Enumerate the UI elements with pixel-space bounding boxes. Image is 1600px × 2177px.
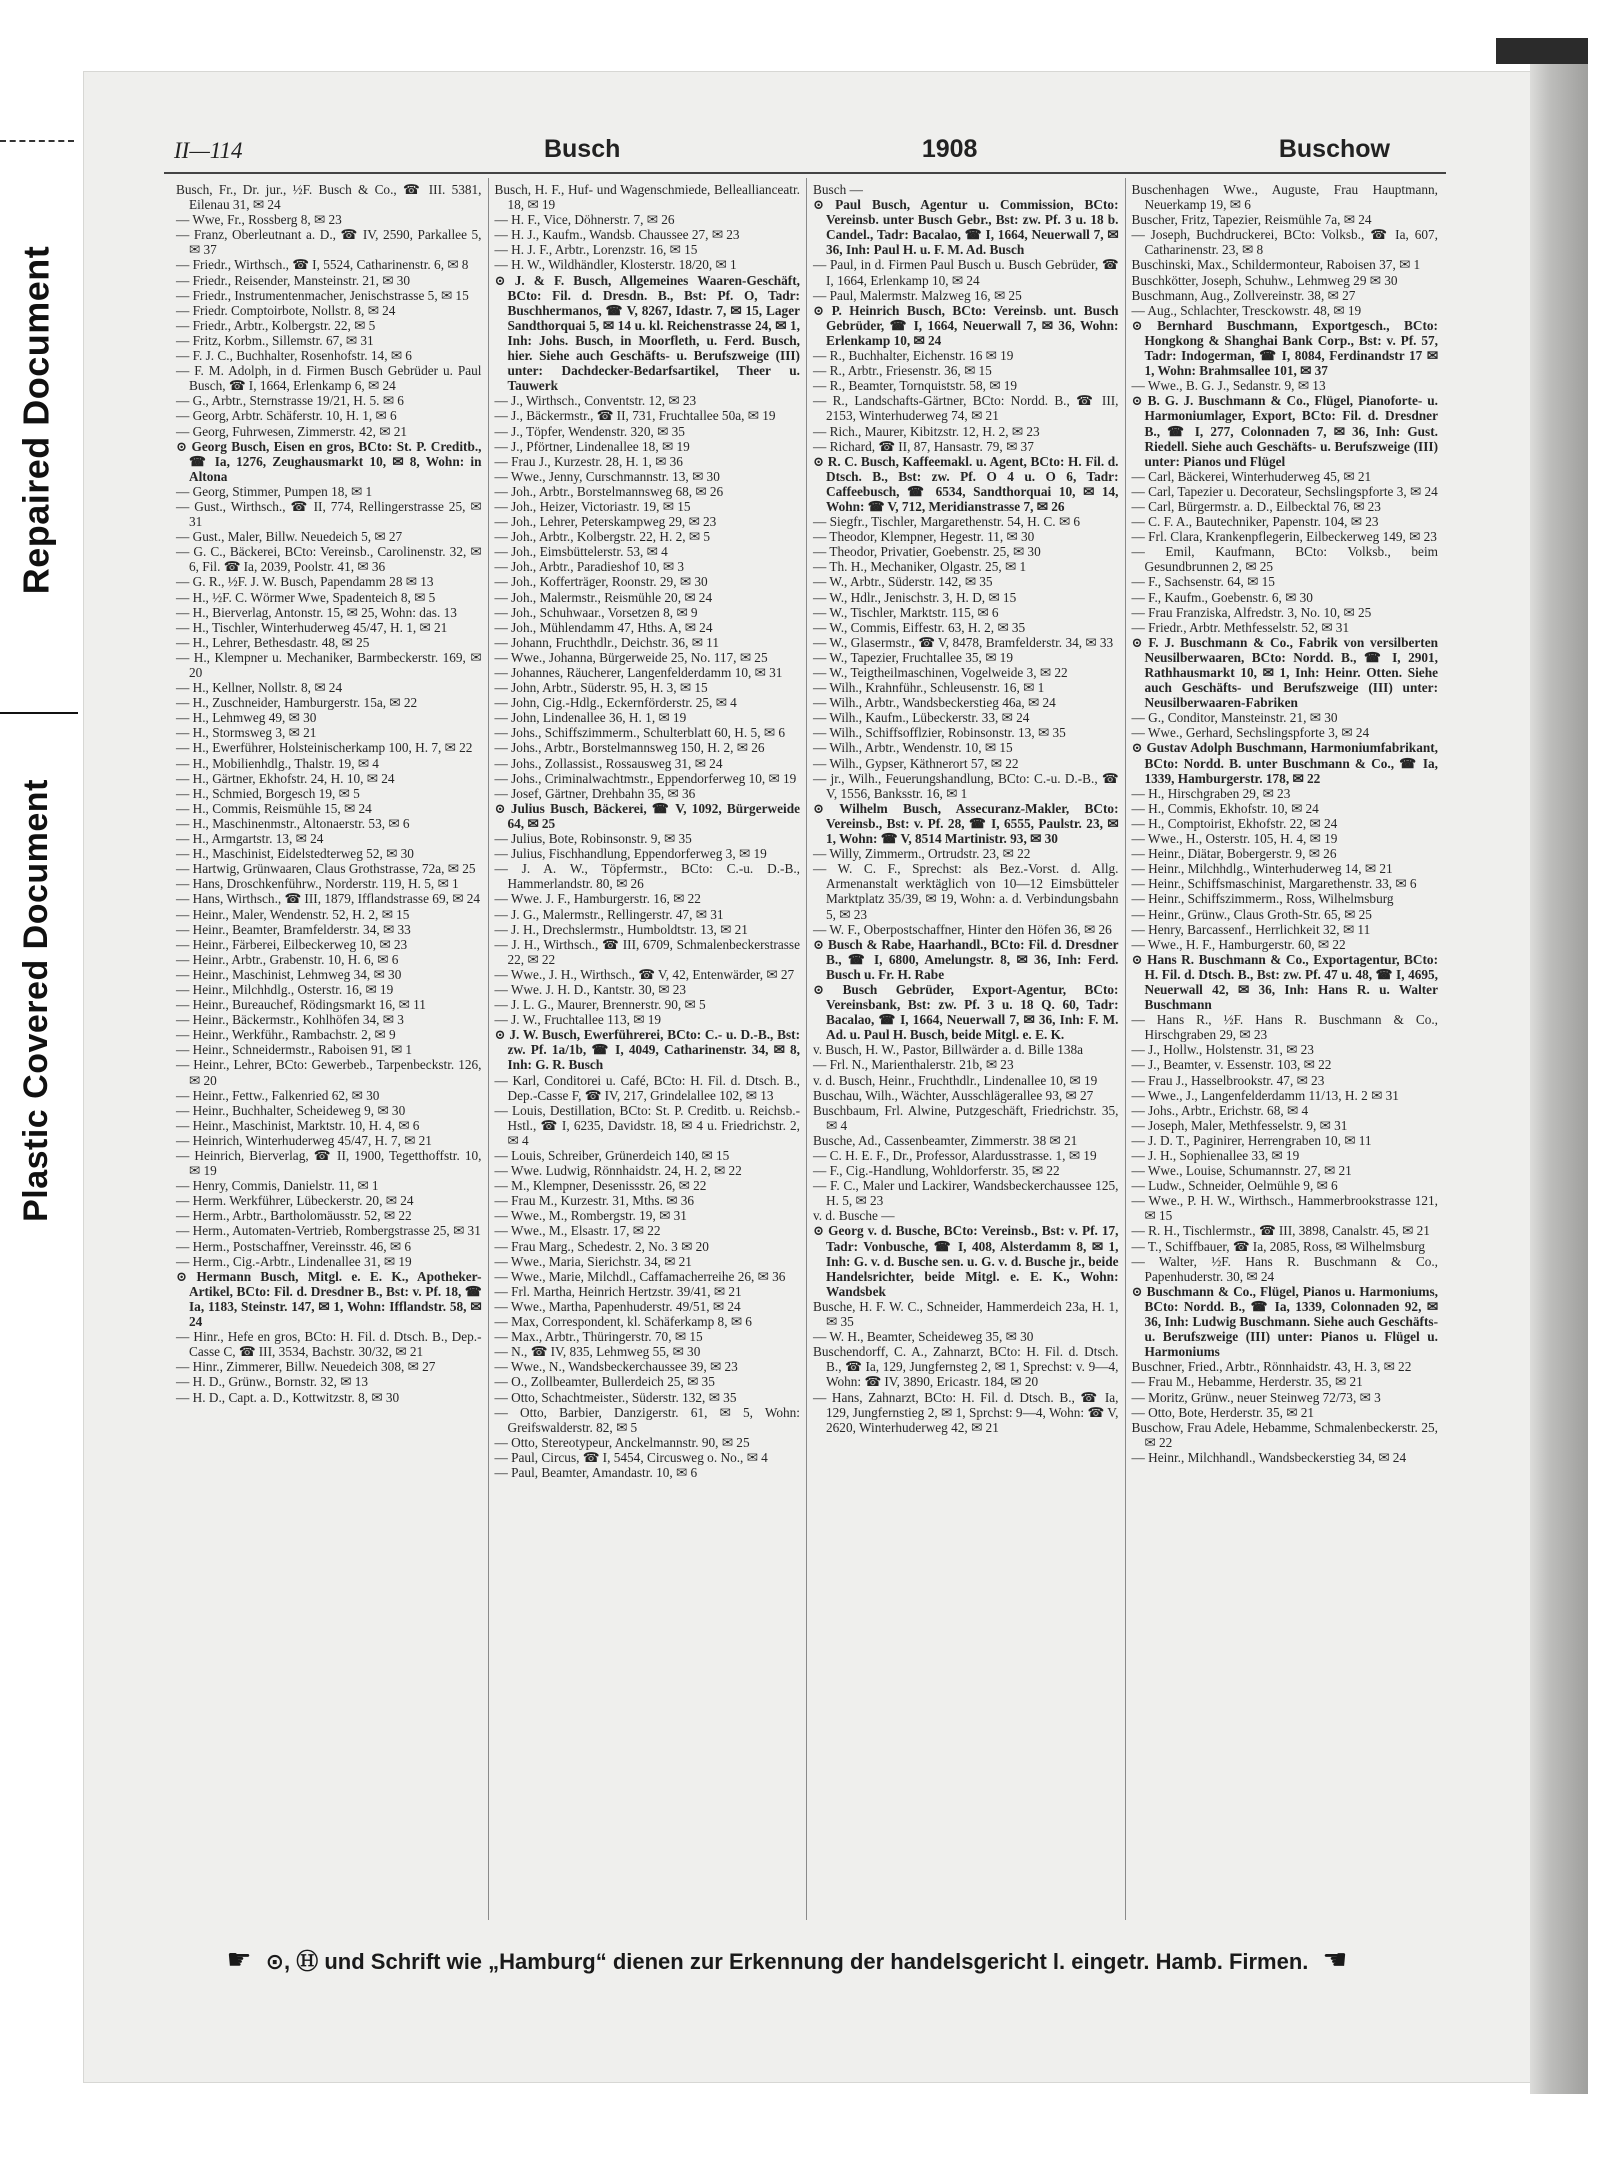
directory-entry: ⊙ J. & F. Busch, Allgemeines Waaren-Geschäft, BCto: Fil. d. Dresdn. B., Bst: Pf. O, Tadr: Buschhermanos, ☎ V, 8267, Idastr. 7, ✉ 15, Lager Sandthorquai 5, ✉ 14 u. kl. Reichenstrasse 24, ✉ 1, Inh: Johs. Busch, in Moorfleth, u. Ferd. Busch, hier. Siehe auch Geschäfts- u. Berufszweige (III) unter: Dachdecker-Bedarfsartikel, Theer u. Tauwerk xyxy=(494,272,800,394)
directory-entry: — Wwe., B. G. J., Sedanstr. 9, ✉ 13 xyxy=(1131,378,1326,394)
column-3 xyxy=(807,178,1126,1920)
directory-entry: — Th. H., Mechaniker, Olgastr. 25, ✉ 1 xyxy=(813,559,1027,575)
directory-entry: — Wwe., M., Rombergstr. 19, ✉ 31 xyxy=(494,1208,687,1224)
directory-entry: — H. D., Grünw., Bornstr. 32, ✉ 13 xyxy=(176,1374,368,1390)
directory-entry: — Johs., Zollassist., Rossausweg 31, ✉ 24 xyxy=(494,755,723,771)
directory-entry: — H. J. F., Arbtr., Lorenzstr. 16, ✉ 15 xyxy=(494,242,698,258)
directory-entry: ⊙ B. G. J. Buschmann & Co., Flügel, Pianoforte- u. Harmoniumlager, Export, BCto: Fil. d. Dresdner B., ☎ I, 277, Colonnaden 7, ✉ 36, Inh: Gust. Riedell. Siehe auch Geschäfts- u. Berufszweige (III) unter: Pianos und Flügel xyxy=(1131,393,1438,469)
directory-entry: — Wilh., Arbtr., Wendenstr. 10, ✉ 15 xyxy=(813,740,1013,756)
directory-entry: — G., Arbtr., Sternstrasse 19/21, H. 5. ✉ 6 xyxy=(176,393,404,409)
directory-entry: — Herm., Arbtr., Bartholomäusstr. 52, ✉ 22 xyxy=(176,1208,412,1224)
directory-entry: — H. J., Kaufm., Wandsb. Chaussee 27, ✉ 23 xyxy=(494,227,740,243)
directory-entry: — Heinr., Lehrer, BCto: Gewerbeb., Tarpenbeckstr. 126, ✉ 20 xyxy=(176,1057,482,1088)
directory-entry: — H., Lehrer, Bethesdastr. 48, ✉ 25 xyxy=(176,634,370,650)
directory-entry: — H., Schmied, Borgesch 19, ✉ 5 xyxy=(176,785,360,801)
page-header xyxy=(174,120,1390,164)
directory-entry: Busche, Ad., Cassenbeamter, Zimmerstr. 38 ✉ 21 xyxy=(813,1132,1078,1148)
directory-entry: ⊙ Gustav Adolph Buschmann, Harmoniumfabrikant, BCto: Nordd. B. unter Buschmann & Co., ☎ Ia, 1339, Hamburgerstr. 178, ✉ 22 xyxy=(1131,740,1438,786)
directory-entry: — Frau J., Hasselbrookstr. 47, ✉ 23 xyxy=(1131,1072,1325,1088)
directory-entry: — H., Comptoirist, Ekhofstr. 22, ✉ 24 xyxy=(1131,815,1338,831)
plastic-covered-label: Plastic Covered Document xyxy=(16,778,55,1222)
repaired-document-tab xyxy=(0,140,72,700)
directory-entry: — Wwe., H., Osterstr. 105, H. 4, ✉ 19 xyxy=(1131,831,1338,847)
directory-entry: — Paul, Circus, ☎ I, 5454, Circusweg o. No., ✉ 4 xyxy=(494,1449,768,1465)
directory-entry: — Frau M., Hebamme, Herderstr. 35, ✉ 21 xyxy=(1131,1374,1363,1390)
directory-entry: — W., Tischler, Marktstr. 115, ✉ 6 xyxy=(813,604,999,620)
column-1 xyxy=(170,178,489,1920)
directory-entry: — Herm. Werkführer, Lübeckerstr. 20, ✉ 24 xyxy=(176,1193,414,1209)
directory-entry: — Paul, Malermstr. Malzweg 16, ✉ 25 xyxy=(813,287,1022,303)
directory-entry: ⊙ Georg v. d. Busche, BCto: Vereinsb., Bst: v. Pf. 17, Tadr: Vonbusche, ☎ I, 408, Alsterdamm 8, ✉ 1, Inh: G. v. d. Busche sen. u. G. v. d. Busche jr., beide Handelsrichter, beide Mitgl. e. E. K., Wohn: Wandsbek xyxy=(813,1223,1119,1299)
tab-divider xyxy=(0,712,78,714)
directory-entry: — W. H., Beamter, Scheideweg 35, ✉ 30 xyxy=(813,1329,1034,1345)
directory-entry: — Julius, Bote, Robinsonstr. 9, ✉ 35 xyxy=(494,831,692,847)
directory-entry: — Joh., Malermstr., Reismühle 20, ✉ 24 xyxy=(494,589,713,605)
directory-entry: — Friedr., Reisender, Mansteinstr. 21, ✉ 30 xyxy=(176,272,411,288)
directory-entry: — Herm., Cig.-Arbtr., Lindenallee 31, ✉ 19 xyxy=(176,1253,412,1269)
directory-entry: — W. C. F., Sprechst: als Bez.-Vorst. d. Allg. Armenanstalt werktäglich von 10—12 Eimsbütteler Marktplatz 35/39, ✉ 19, Wohn: a. d. Verbindungsbahn 5, ✉ 23 xyxy=(813,861,1119,922)
directory-entry: — Johs., Schiffszimmerm., Schulterblatt 60, H. 5, ✉ 6 xyxy=(494,725,785,741)
header-year: 1908 xyxy=(921,135,978,163)
directory-entry: — Hinr., Hefe en gros, BCto: H. Fil. d. Dtsch. B., Dep.-Casse C, ☎ III, 3534, Bachstr. 30/32, ✉ 21 xyxy=(176,1329,482,1360)
directory-entry: ⊙ Paul Busch, Agentur u. Commission, BCto: Vereinsb. unter Busch Gebr., Bst: zw. Pf. 3 u. 18 b. Candel., Tadr: Bacalao, ☎ I, 1664, Neuerwall 7, ✉ 36, Inh: Paul H. u. F. M. Ad. Busch xyxy=(813,197,1119,258)
directory-entry: ⊙ R. C. Busch, Kaffeemakl. u. Agent, BCto: H. Fil. d. Dtsch. B., Bst: zw. Pf. O 4 u. O 6, Tadr: Caffeebusch, ☎ 6534, Sandthorquai 10, ✉ 14, Wohn: ☎ V, 712, Meridianstrasse 7, ✉ 26 xyxy=(813,453,1119,514)
scanned-page xyxy=(84,72,1530,2082)
directory-entry: — J., Töpfer, Wendenstr. 320, ✉ 35 xyxy=(494,423,685,439)
directory-entry: — Heinr., Grünw., Claus Groth-Str. 65, ✉ 25 xyxy=(1131,906,1372,922)
directory-entry: — Wwe., Maria, Sierichstr. 34, ✉ 21 xyxy=(494,1253,692,1269)
directory-entry: — Wwe., J. H., Wirthsch., ☎ V, 42, Entenwärder, ✉ 27 xyxy=(494,966,795,982)
directory-entry: — Julius, Fischhandlung, Eppendorferweg 3, ✉ 19 xyxy=(494,846,767,862)
directory-entry: — Joh., Eimsbüttelerstr. 53, ✉ 4 xyxy=(494,544,668,560)
directory-entry: — Wwe., N., Wandsbeckerchaussee 39, ✉ 23 xyxy=(494,1359,738,1375)
directory-entry: — R., Buchhalter, Eichenstr. 16 ✉ 19 xyxy=(813,348,1014,364)
directory-entry: — H. W., Wildhändler, Klosterstr. 18/20, ✉ 1 xyxy=(494,257,737,273)
directory-entry: — J. H., Wirthsch., ☎ III, 6709, Schmalenbeckerstrasse 22, ✉ 22 xyxy=(494,936,800,967)
directory-entry: — M., Klempner, Desenissstr. 26, ✉ 22 xyxy=(494,1178,707,1194)
directory-entry: — Frl. Martha, Heinrich Hertzstr. 39/41, ✉ 21 xyxy=(494,1283,742,1299)
directory-entry: — Heinr., Schiffsmaschinist, Margarethenstr. 33, ✉ 6 xyxy=(1131,876,1417,892)
column-2 xyxy=(489,178,808,1920)
directory-entry: — G. C., Bäckerei, BCto: Vereinsb., Carolinenstr. 32, ✉ 6, Fil. ☎ Ia, 2039, Poolstr. 41, ✉ 36 xyxy=(176,544,482,575)
directory-entry: — H., ½F. C. Wörmer Wwe, Spadenteich 8, ✉ 5 xyxy=(176,589,436,605)
directory-entry: — Heinrich, Winterhuderweg 45/47, H. 7, ✉ 21 xyxy=(176,1132,432,1148)
directory-entry: — J. W., Fruchtallee 113, ✉ 19 xyxy=(494,1012,662,1028)
directory-entry: — Georg, Stimmer, Pumpen 18, ✉ 1 xyxy=(176,483,373,499)
directory-entry: — Henry, Barcassenf., Herrlichkeit 32, ✉ 11 xyxy=(1131,921,1371,937)
directory-entry: — H. D., Capt. a. D., Kottwitzstr. 8, ✉ 30 xyxy=(176,1389,400,1405)
directory-entry: — Heinr., Maler, Wendenstr. 52, H. 2, ✉ 15 xyxy=(176,906,410,922)
directory-entry: — H., Tischler, Winterhuderweg 45/47, H. 1, ✉ 21 xyxy=(176,619,448,635)
header-right-word: Buschow xyxy=(1278,135,1390,163)
directory-entry: — Friedr., Arbtr., Kolbergstr. 22, ✉ 5 xyxy=(176,317,376,333)
directory-entry: — F., Sachsenstr. 64, ✉ 15 xyxy=(1131,574,1275,590)
directory-entry: — Wilh., Kaufm., Lübeckerstr. 33, ✉ 24 xyxy=(813,710,1030,726)
directory-entry: — Karl, Conditorei u. Café, BCto: H. Fil. d. Dtsch. B., Dep.-Casse F, ☎ IV, 217, Grindelallee 102, ✉ 13 xyxy=(494,1072,800,1103)
directory-entry: — R., Landschafts-Gärtner, BCto: Nordd. B., ☎ III, 2153, Winterhuderweg 74, ✉ 21 xyxy=(813,393,1119,424)
directory-entry: — Herm., Postschaffner, Vereinsstr. 46, ✉ 6 xyxy=(176,1238,412,1254)
directory-entry: — Heinr., Milchhdlg., Winterhuderweg 14, ✉ 21 xyxy=(1131,861,1393,877)
header-left-word: Busch xyxy=(543,135,621,163)
directory-entry: ⊙ Busch Gebrüder, Export-Agentur, BCto: Vereinsbank, Bst: zw. Pf. 3 u. 18 Q. 60, Tadr: Bacalao, ☎ I, 1664, Neuerwall 7, ✉ 36, Inh: F. M. Ad. u. Paul H. Busch, beide Mitgl. e. E. K. xyxy=(813,981,1119,1043)
directory-entry: — Hans, Zahnarzt, BCto: H. Fil. d. Dtsch. B., ☎ Ia, 129, Jungfernstieg 2, ✉ 1, Sprchst: 9—4, Wohn: ☎ V, 2620, Winterhuderweg 42, ✉ 21 xyxy=(813,1389,1119,1435)
directory-entry: — Rich., Maurer, Kibitzstr. 12, H. 2, ✉ 23 xyxy=(813,423,1040,439)
directory-entry: Buschmann, Aug., Zollvereinstr. 38, ✉ 27 xyxy=(1131,287,1356,303)
directory-entry: — Max, Correspondent, kl. Schäferkamp 8, ✉ 6 xyxy=(494,1314,752,1330)
directory-entry: — Heinr., Färberei, Eilbeckerweg 10, ✉ 23 xyxy=(176,936,408,952)
directory-entry: — Otto, Barbier, Danzigerstr. 61, ✉ 5, Wohn: Greifswalderstr. 82, ✉ 5 xyxy=(494,1404,800,1435)
directory-entry: — Heinrich, Bierverlag, ☎ II, 1900, Tegetthoffstr. 10, ✉ 19 xyxy=(176,1148,482,1179)
directory-entry: — Johannes, Räucherer, Langenfelderdamm 10, ✉ 31 xyxy=(494,665,783,680)
directory-entry: — Heinr., Werkführ., Rambachstr. 2, ✉ 9 xyxy=(176,1027,396,1043)
directory-entry: — Paul, in d. Firmen Paul Busch u. Busch Gebrüder, ☎ I, 1664, Erlenkamp 10, ✉ 24 xyxy=(813,257,1119,288)
directory-entry: — Friedr., Arbtr. Methfesselstr. 52, ✉ 31 xyxy=(1131,619,1350,635)
directory-entry: — Theodor, Privatier, Goebenstr. 25, ✉ 30 xyxy=(813,544,1041,560)
directory-entry: — Louis, Destillation, BCto: St. P. Creditb. u. Reichsb.-Hstl., ☎ I, 6235, Davidstr. 18, ✉ 4 u. Friedrichstr. 2, ✉ 4 xyxy=(494,1102,800,1148)
directory-entry: — Heinr., Beamter, Bramfelderstr. 34, ✉ 33 xyxy=(176,921,411,937)
directory-entry: — Joh., Arbtr., Borstelmannsweg 68, ✉ 26 xyxy=(494,483,724,499)
directory-entry: — Aug., Schlachter, Tresckowstr. 48, ✉ 19 xyxy=(1131,302,1362,318)
directory-entry: — Hans R., ½F. Hans R. Buschmann & Co., Hirschgraben 29, ✉ 23 xyxy=(1131,1012,1438,1043)
directory-entry: — Joseph, Maler, Methfesselstr. 9, ✉ 31 xyxy=(1131,1117,1348,1133)
directory-entry: — H., Maschinist, Eidelstedterweg 52, ✉ 30 xyxy=(176,846,414,862)
directory-entry: — John, Lindenallee 36, H. 1, ✉ 19 xyxy=(494,710,687,726)
directory-entry: — O., Zollbeamter, Bullerdeich 25, ✉ 35 xyxy=(494,1374,715,1390)
directory-entry: — W., Commis, Eiffestr. 63, H. 2, ✉ 35 xyxy=(813,619,1026,635)
directory-entry: — jr., Wilh., Feuerungshandlung, BCto: C.-u. D.-B., ☎ V, 1556, Banksstr. 16, ✉ 1 xyxy=(813,770,1119,801)
repaired-document-label: Repaired Document xyxy=(15,245,57,595)
directory-entry: — H., Bierverlag, Antonstr. 15, ✉ 25, Wohn: das. 13 xyxy=(176,604,457,620)
directory-entry: — Paul, Beamter, Amandastr. 10, ✉ 6 xyxy=(494,1464,698,1480)
directory-entry: ⊙ P. Heinrich Busch, BCto: Vereinsb. unt. Busch Gebrüder, ☎ I, 1664, Neuerwall 7, ✉ 36, Wohn: Erlenkamp 10, ✉ 24 xyxy=(813,302,1119,348)
directory-entry: — W. F., Oberpostschaffner, Hinter den Höfen 36, ✉ 26 xyxy=(813,921,1112,937)
directory-entry: — Georg, Fuhrwesen, Zimmerstr. 42, ✉ 21 xyxy=(176,423,408,439)
directory-entry: — Wwe, Fr., Rossberg 8, ✉ 23 xyxy=(176,212,342,228)
directory-entry: — Wwe., H. F., Hamburgerstr. 60, ✉ 22 xyxy=(1131,936,1346,952)
directory-entry: — Gust., Maler, Billw. Neuedeich 5, ✉ 27 xyxy=(176,529,403,545)
directory-entry: — Friedr., Instrumentenmacher, Jenischstrasse 5, ✉ 15 xyxy=(176,287,469,303)
directory-entry: — John, Arbtr., Süderstr. 95, H. 3, ✉ 15 xyxy=(494,680,708,696)
directory-entry: — F., Cig.-Handlung, Wohldorferstr. 35, ✉ 22 xyxy=(813,1163,1060,1179)
directory-entry: — Joh., Arbtr., Paradieshof 10, ✉ 3 xyxy=(494,559,685,575)
directory-entry: — R., Beamter, Tornquiststr. 58, ✉ 19 xyxy=(813,378,1018,394)
directory-entry: — John, Cig.-Hdlg., Eckernförderstr. 25, ✉ 4 xyxy=(494,695,737,711)
directory-entry: — Wwe., Gerhard, Sechslingspforte 3, ✉ 24 xyxy=(1131,725,1370,741)
directory-entry: — Heinr., Arbtr., Grabenstr. 10, H. 6, ✉ 6 xyxy=(176,951,399,967)
directory-entry: — W., Tapezier, Fruchtallee 35, ✉ 19 xyxy=(813,649,1013,665)
directory-entry: — J. H., Drechslermstr., Humboldtstr. 13, ✉ 21 xyxy=(494,921,748,937)
directory-entry: Buschkötter, Joseph, Schuhw., Lehmweg 29 ✉ 30 xyxy=(1131,272,1398,288)
directory-entry: — G., Conditor, Mansteinstr. 21, ✉ 30 xyxy=(1131,710,1338,726)
directory-entry: — Johann, Fruchthdlr., Deichstr. 36, ✉ 11 xyxy=(494,634,719,650)
directory-entry: — H., Kellner, Nollstr. 8, ✉ 24 xyxy=(176,680,343,696)
directory-entry: — Frau Franziska, Alfredstr. 3, No. 10, ✉ 25 xyxy=(1131,604,1372,620)
footer-text: ⊙, Ⓗ und Schrift wie „Hamburg“ dienen zur Erkennung der handelsgericht l. eingetr. Hamb. Firmen. xyxy=(265,1948,1309,1974)
plastic-covered-tab xyxy=(0,720,72,1280)
directory-entry: — Hans, Droschkenführw., Norderstr. 119, H. 5, ✉ 1 xyxy=(176,876,459,892)
directory-entry: — Max., Arbtr., Thüringerstr. 70, ✉ 15 xyxy=(494,1329,703,1345)
directory-entry: — Wwe. Ludwig, Rönnhaidstr. 24, H. 2, ✉ 22 xyxy=(494,1163,742,1179)
directory-entry: ⊙ Hans R. Buschmann & Co., Exportagentur, BCto: H. Fil. d. Dtsch. B., Bst: zw. Pf. 47 u. 48, ☎ I, 4695, Neuerwall 42, ✉ 36, Inh: Hans R. u. Walter Buschmann xyxy=(1131,951,1438,1013)
directory-entry: ⊙ J. W. Busch, Ewerführerei, BCto: C.- u. D.-B., Bst: zw. Pf. 1a/1b, ☎ I, 4049, Catharinenstr. 34, ✉ 8, Inh: G. R. Busch xyxy=(494,1027,800,1073)
directory-entry: — Wwe. J. F., Hamburgerstr. 16, ✉ 22 xyxy=(494,891,701,907)
directory-entry: — H., Lehmweg 49, ✉ 30 xyxy=(176,710,317,726)
directory-entry: — J. A. W., Töpfermstr., BCto: C.-u. D.-B., Hammerlandstr. 80, ✉ 26 xyxy=(494,861,800,892)
directory-entry: — Wwe., J., Langenfelderdamm 11/13, H. 2 ✉ 31 xyxy=(1131,1087,1399,1103)
directory-entry: — H., Stormsweg 3, ✉ 21 xyxy=(176,725,317,741)
directory-entry: — Wilh., Schiffsofflzier, Robinsonstr. 13, ✉ 35 xyxy=(813,725,1066,741)
directory-entry: — Josef, Gärtner, Drehbahn 35, ✉ 36 xyxy=(494,785,696,801)
directory-entry: Buschinski, Max., Schildermonteur, Raboisen 37, ✉ 1 xyxy=(1131,257,1421,273)
directory-entry: — Herm., Automaten-Vertrieb, Rombergstrasse 25, ✉ 31 xyxy=(176,1223,481,1239)
column-4 xyxy=(1126,178,1445,1920)
directory-entry: Buschendorff, C. A., Zahnarzt, BCto: H. Fil. d. Dtsch. B., ☎ Ia, 129, Jungfernsteg 2, ✉ 1, Sprechst: v. 9—4, Wohn: ☎ IV, 3890, Ericastr. 184, ✉ 20 xyxy=(813,1344,1119,1390)
directory-entry: — H., Mobilienhdlg., Thalstr. 19, ✉ 4 xyxy=(176,755,379,771)
directory-entry: — Heinr., Maschinist, Lehmweg 34, ✉ 30 xyxy=(176,966,402,982)
directory-entry: ⊙ Julius Busch, Bäckerei, ☎ V, 1092, Bürgerweide 64, ✉ 25 xyxy=(494,800,800,831)
directory-entry: — Frau M., Kurzestr. 31, Mths. ✉ 36 xyxy=(494,1193,695,1209)
directory-entry: — Richard, ☎ II, 87, Hansastr. 79, ✉ 37 xyxy=(813,438,1034,454)
directory-entry: — Wwe., P. H. W., Wirthsch., Hammerbrookstrasse 121, ✉ 15 xyxy=(1131,1193,1438,1224)
directory-entry: ⊙ Georg Busch, Eisen en gros, BCto: St. P. Creditb., ☎ Ia, 1276, Zeughausmarkt 10, ✉ 8, Wohn: in Altona xyxy=(176,438,482,484)
directory-entry: — Frau Marg., Schedestr. 2, No. 3 ✉ 20 xyxy=(494,1238,709,1254)
directory-entry: — H., Hirschgraben 29, ✉ 23 xyxy=(1131,785,1291,801)
directory-entry: — Wwe., Jenny, Curschmannstr. 13, ✉ 30 xyxy=(494,468,720,484)
directory-entry: — Wwe., Marie, Milchdl., Caffamacherreihe 26, ✉ 36 xyxy=(494,1268,786,1284)
directory-entry: — J., Hollw., Holstenstr. 31, ✉ 23 xyxy=(1131,1042,1314,1058)
directory-entry: — Henry, Commis, Danielstr. 11, ✉ 1 xyxy=(176,1178,379,1194)
directory-entry: — F. J. C., Buchhalter, Rosenhofstr. 14, ✉ 6 xyxy=(176,348,412,364)
directory-entry: — Joh., Kofferträger, Roonstr. 29, ✉ 30 xyxy=(494,574,708,590)
directory-entry: — Joh., Arbtr., Kolbergstr. 22, H. 2, ✉ 5 xyxy=(494,529,711,545)
directory-entry: ⊙ Hermann Busch, Mitgl. e. E. K., Apotheker-Artikel, BCto: Fil. d. Dresdner B., Bst: v. Pf. 18, ☎ Ia, 1183, Steinstr. 147, ✉ 1, Wohn: Ifflandstr. 58, ✉ 24 xyxy=(176,1268,482,1330)
directory-entry: — Ludw., Schneider, Oelmühle 9, ✉ 6 xyxy=(1131,1178,1338,1194)
directory-entry: — Frau J., Kurzestr. 28, H. 1, ✉ 36 xyxy=(494,453,683,469)
pointing-hand-left-icon: ☛ xyxy=(226,1944,252,1975)
directory-entry: ⊙ Buschmann & Co., Flügel, Pianos u. Harmoniums, BCto: Nordd. B., ☎ Ia, 1339, Colonnaden 92, ✉ 36, Inh: Ludwig Buschmann. Siehe auch Geschäfts- u. Berufszweige (III) unter: Pianos u. Flügel u. Harmoniums xyxy=(1131,1283,1438,1360)
directory-entry: — J. D. T., Paginirer, Herrengraben 10, ✉ 11 xyxy=(1131,1132,1372,1148)
directory-entry: — Joh., Lehrer, Peterskampweg 29, ✉ 23 xyxy=(494,514,717,530)
directory-entry: — Wilh., Gypser, Käthnerort 57, ✉ 22 xyxy=(813,755,1019,771)
directory-entry: — Johs., Arbtr., Borstelmannsweg 150, H. 2, ✉ 26 xyxy=(494,740,765,756)
directory-entry: — Otto, Schachtmeister., Süderstr. 132, ✉ 35 xyxy=(494,1389,737,1405)
directory-entry: — F. M. Adolph, in d. Firmen Busch Gebrüder u. Paul Busch, ☎ I, 1664, Erlenkamp 6, ✉ 24 xyxy=(176,363,482,394)
directory-entry: — Willy, Zimmerm., Ortrudstr. 23, ✉ 22 xyxy=(813,846,1031,862)
directory-entry: Buscher, Fritz, Tapezier, Reismühle 7a, ✉ 24 xyxy=(1131,212,1372,228)
pointing-hand-right-icon: ☚ xyxy=(1322,1944,1348,1975)
directory-entry: — Franz, Oberleutnant a. D., ☎ IV, 2590, Parkallee 5, ✉ 37 xyxy=(176,227,482,258)
directory-entry: — Heinr., Bureauchef, Rödingsmarkt 16, ✉ 11 xyxy=(176,997,426,1013)
directory-entry: — H., Gärtner, Ekhofstr. 24, H. 10, ✉ 24 xyxy=(176,770,395,786)
directory-entry: — H., Ewerführer, Holsteinischerkamp 100, H. 7, ✉ 22 xyxy=(176,740,473,756)
directory-entry: v. d. Busche — xyxy=(813,1208,895,1224)
directory-entry: Buschner, Fried., Arbtr., Rönnhaidstr. 43, H. 3, ✉ 22 xyxy=(1131,1359,1412,1375)
directory-entry: — Hartwig, Grünwaaren, Claus Grothstrasse, 72a, ✉ 25 xyxy=(176,861,476,877)
directory-entry: — Heinr., Bäckermstr., Kohlhöfen 34, ✉ 3 xyxy=(176,1012,404,1028)
directory-entry: — T., Schiffbauer, ☎ Ia, 2085, Ross, ✉ Wilhelmsburg xyxy=(1131,1238,1426,1254)
directory-entry: — W., Hdlr., Jenischstr. 3, H. D, ✉ 15 xyxy=(813,589,1017,605)
directory-entry: — N., ☎ IV, 835, Lehmweg 55, ✉ 30 xyxy=(494,1344,701,1360)
directory-entry: — H., Klempner u. Mechaniker, Barmbeckerstr. 169, ✉ 20 xyxy=(176,649,482,680)
directory-entry: — Joseph, Buchdruckerei, BCto: Volksb., ☎ Ia, 607, Catharinenstr. 23, ✉ 8 xyxy=(1131,227,1438,258)
directory-entry: — Friedr., Wirthsch., ☎ I, 5524, Catharinenstr. 6, ✉ 8 xyxy=(176,257,469,273)
directory-entry: — W., Glasermstr., ☎ V, 8478, Bramfelderstr. 34, ✉ 33 xyxy=(813,634,1114,650)
directory-entry: — Johs., Criminalwachtmstr., Eppendorferweg 10, ✉ 19 xyxy=(494,770,797,786)
directory-entry: — C. H. E. F., Dr., Professor, Alardusstrasse. 1, ✉ 19 xyxy=(813,1148,1097,1163)
directory-entry: — J. H., Sophienallee 33, ✉ 19 xyxy=(1131,1148,1300,1163)
directory-columns xyxy=(170,178,1444,1920)
directory-entry: Busch, Fr., Dr. jur., ½F. Busch & Co., ☎ III. 5381, Eilenau 31, ✉ 24 xyxy=(176,182,482,213)
directory-entry: — Joh., Mühlendamm 47, Hths. A, ✉ 24 xyxy=(494,619,713,635)
directory-entry: — H., Zuschneider, Hamburgerstr. 15a, ✉ 22 xyxy=(176,695,418,711)
directory-entry: — Wwe., M., Elsastr. 17, ✉ 22 xyxy=(494,1223,661,1239)
directory-entry: Buschbaum, Frl. Alwine, Putzgeschäft, Friedrichstr. 35, ✉ 4 xyxy=(813,1102,1119,1133)
directory-entry: v. Busch, H. W., Pastor, Billwärder a. d. Bille 138a xyxy=(813,1042,1084,1058)
directory-entry: — J., Bäckermstr., ☎ II, 731, Fruchtallee 50a, ✉ 19 xyxy=(494,408,776,424)
directory-entry: — Georg, Arbtr. Schäferstr. 10, H. 1, ✉ 6 xyxy=(176,408,397,424)
directory-entry: — J. G., Malermstr., Rellingerstr. 47, ✉ 31 xyxy=(494,906,724,922)
directory-entry: — H. F., Vice, Döhnerstr. 7, ✉ 26 xyxy=(494,212,675,228)
directory-entry: — G. R., ½F. J. W. Busch, Papendamm 28 ✉ 13 xyxy=(176,574,434,590)
directory-entry: — Emil, Kaufmann, BCto: Volksb., beim Gesundbrunnen 2, ✉ 25 xyxy=(1131,544,1438,575)
directory-entry: — Heinr., Maschinist, Marktstr. 10, H. 4, ✉ 6 xyxy=(176,1117,420,1133)
directory-entry: ⊙ Bernhard Buschmann, Exportgesch., BCto: Hongkong & Shanghai Bank Corp., Bst: v. Pf. 57, Tadr: Indogerman, ☎ I, 8084, Ferdinandstr 17 ✉ 1, Wohn: Brahmsallee 101, ✉ 37 xyxy=(1131,317,1438,379)
directory-entry: — Gust., Wirthsch., ☎ II, 774, Rellingerstrasse 25, ✉ 31 xyxy=(176,498,482,530)
directory-entry: — Hinr., Zimmerer, Billw. Neuedeich 308, ✉ 27 xyxy=(176,1359,436,1375)
directory-entry: — F. C., Maler und Lackirer, Wandsbeckerchaussee 125, H. 5, ✉ 23 xyxy=(813,1178,1119,1209)
directory-entry: — Otto, Stereotypeur, Anckelmannstr. 90, ✉ 25 xyxy=(494,1434,750,1450)
directory-entry: — Carl, Bäckerei, Winterhuderweg 45, ✉ 21 xyxy=(1131,468,1372,484)
directory-entry: — Hans, Wirthsch., ☎ III, 1879, Ifflandstrasse 69, ✉ 24 xyxy=(176,891,481,907)
directory-entry: — W., Teigtheilmaschinen, Vogelweide 3, ✉ 22 xyxy=(813,665,1068,680)
directory-entry: — Otto, Bote, Herderstr. 35, ✉ 21 xyxy=(1131,1404,1315,1420)
directory-entry: — Moritz, Grünw., neuer Steinweg 72/73, ✉ 3 xyxy=(1131,1389,1381,1405)
directory-entry: Buschau, Wilh., Wächter, Ausschlägerallee 93, ✉ 27 xyxy=(813,1087,1094,1103)
directory-entry: — H., Armgartstr. 13, ✉ 24 xyxy=(176,831,324,847)
directory-entry: v. d. Busch, Heinr., Fruchthdlr., Lindenallee 10, ✉ 19 xyxy=(813,1072,1098,1088)
directory-entry: — W., Arbtr., Süderstr. 142, ✉ 35 xyxy=(813,574,993,590)
directory-entry: — Louis, Schreiber, Grünerdeich 140, ✉ 15 xyxy=(494,1148,730,1163)
directory-entry: — Friedr. Comptoirbote, Nollstr. 8, ✉ 24 xyxy=(176,302,396,318)
directory-entry: — Carl, Bürgermstr. a. D., Eilbecktal 76, ✉ 23 xyxy=(1131,498,1381,514)
directory-entry: — R. H., Tischlermstr., ☎ III, 3898, Canalstr. 45, ✉ 21 xyxy=(1131,1223,1430,1239)
directory-entry: — Fritz, Korbm., Sillemstr. 67, ✉ 31 xyxy=(176,332,374,348)
directory-entry: — H., Commis, Ekhofstr. 10, ✉ 24 xyxy=(1131,800,1319,816)
directory-entry: Buschenhagen Wwe., Auguste, Frau Hauptmann, Neuerkamp 19, ✉ 6 xyxy=(1131,182,1438,213)
directory-entry: — Heinr., Milchhdlg., Osterstr. 16, ✉ 19 xyxy=(176,981,394,997)
directory-entry: — J., Pförtner, Lindenallee 18, ✉ 19 xyxy=(494,438,690,454)
directory-entry: — Wilh., Arbtr., Wandsbeckerstieg 46a, ✉ 24 xyxy=(813,695,1056,711)
directory-entry: — Wwe., Louise, Schumannstr. 27, ✉ 21 xyxy=(1131,1163,1352,1179)
directory-entry: — Heinr., Milchhandl., Wandsbeckerstieg 34, ✉ 24 xyxy=(1131,1449,1407,1465)
directory-entry: ⊙ Wilhelm Busch, Assecuranz-Makler, BCto: Vereinsb., Bst: v. Pf. 28, ☎ I, 6555, Paulstr. 23, ✉ 1, Wohn: ☎ V, 8514 Martinistr. 93, ✉ 30 xyxy=(813,800,1119,847)
directory-entry: — R., Arbtr., Friesenstr. 36, ✉ 15 xyxy=(813,363,992,379)
header-rule xyxy=(164,172,1446,174)
directory-entry: — Joh., Schuhwaar., Vorsetzen 8, ✉ 9 xyxy=(494,604,698,620)
directory-entry: — Johs., Arbtr., Erichstr. 68, ✉ 4 xyxy=(1131,1102,1309,1118)
directory-entry: Busch, H. F., Huf- und Wagenschmiede, Belleallianceatr. 18, ✉ 19 xyxy=(494,182,800,213)
page-number: II—114 xyxy=(174,138,243,163)
directory-entry: — Frl. N., Marienthalerstr. 21b, ✉ 23 xyxy=(813,1057,1014,1073)
directory-entry: — Wwe., Johanna, Bürgerweide 25, No. 117, ✉ 25 xyxy=(494,649,768,665)
directory-entry: Busch — xyxy=(813,182,863,197)
directory-entry: — Siegfr., Tischler, Margarethenstr. 54, H. C. ✉ 6 xyxy=(813,514,1081,530)
directory-entry: — Frl. Clara, Krankenpflegerin, Eilbeckerweg 149, ✉ 23 xyxy=(1131,529,1437,545)
directory-entry: — J., Beamter, v. Essenstr. 103, ✉ 22 xyxy=(1131,1057,1332,1073)
directory-entry: — Heinr., Diätar, Bobergerstr. 9, ✉ 26 xyxy=(1131,846,1337,862)
directory-entry: — Heinr., Schneidermstr., Raboisen 91, ✉ 1 xyxy=(176,1042,413,1058)
directory-entry: — J. L. G., Maurer, Brennerstr. 90, ✉ 5 xyxy=(494,997,706,1013)
directory-entry: — F., Kaufm., Goebenstr. 6, ✉ 30 xyxy=(1131,589,1313,605)
directory-entry: — Wwe. J. H. D., Kantstr. 30, ✉ 23 xyxy=(494,981,686,997)
directory-entry: — Heinr., Schiffszimmerm., Ross, Wilhelmsburg xyxy=(1131,891,1394,907)
page-footer xyxy=(204,1940,1370,1980)
directory-entry: — Theodor, Klempner, Hegestr. 11, ✉ 30 xyxy=(813,529,1035,545)
directory-entry: — Wwe., Martha, Papenhuderstr. 49/51, ✉ 24 xyxy=(494,1298,741,1314)
directory-entry: — H., Maschinenmstr., Altonaerstr. 53, ✉ 6 xyxy=(176,815,410,831)
binding-clip xyxy=(1496,38,1588,64)
directory-entry: — Carl, Tapezier u. Decorateur, Sechslingspforte 3, ✉ 24 xyxy=(1131,483,1438,499)
directory-entry: — Walter, ½F. Hans R. Buschmann & Co., Papenhuderstr. 30, ✉ 24 xyxy=(1131,1253,1438,1284)
directory-entry: — Heinr., Buchhalter, Scheideweg 9, ✉ 30 xyxy=(176,1102,406,1118)
directory-entry: ⊙ Busch & Rabe, Haarhandl., BCto: Fil. d. Dresdner B., ☎ I, 6800, Amelungstr. 8, ✉ 36, Inh: Ferd. Busch u. Fr. H. Rabe xyxy=(813,936,1119,982)
directory-entry: ⊙ F. J. Buschmann & Co., Fabrik von versilberten Neusilberwaaren, BCto: Nordd. B., ☎ I, 2901, Rathhausmarkt 10, ✉ 1, Inh: Heinr. Otten. Siehe auch Geschäfts- und Berufszweige (III) unter: Neusilberwaaren-Fabriken xyxy=(1131,634,1438,711)
directory-entry: Buschow, Frau Adele, Hebamme, Schmalenbeckerstr. 25, ✉ 22 xyxy=(1131,1419,1438,1450)
directory-entry: — C. F. A., Bautechniker, Papenstr. 104, ✉ 23 xyxy=(1131,514,1379,530)
directory-entry: — J., Wirthsch., Conventstr. 12, ✉ 23 xyxy=(494,393,697,409)
directory-entry: — H., Commis, Reismühle 15, ✉ 24 xyxy=(176,800,372,816)
directory-entry: Busche, H. F. W. C., Schneider, Hammerdeich 23a, H. 1, ✉ 35 xyxy=(813,1298,1119,1330)
directory-entry: — Wilh., Krahnführ., Schleusenstr. 16, ✉ 1 xyxy=(813,680,1045,696)
directory-entry: — Joh., Heizer, Victoriastr. 19, ✉ 15 xyxy=(494,498,691,514)
directory-entry: — Heinr., Fettw., Falkenried 62, ✉ 30 xyxy=(176,1087,380,1103)
